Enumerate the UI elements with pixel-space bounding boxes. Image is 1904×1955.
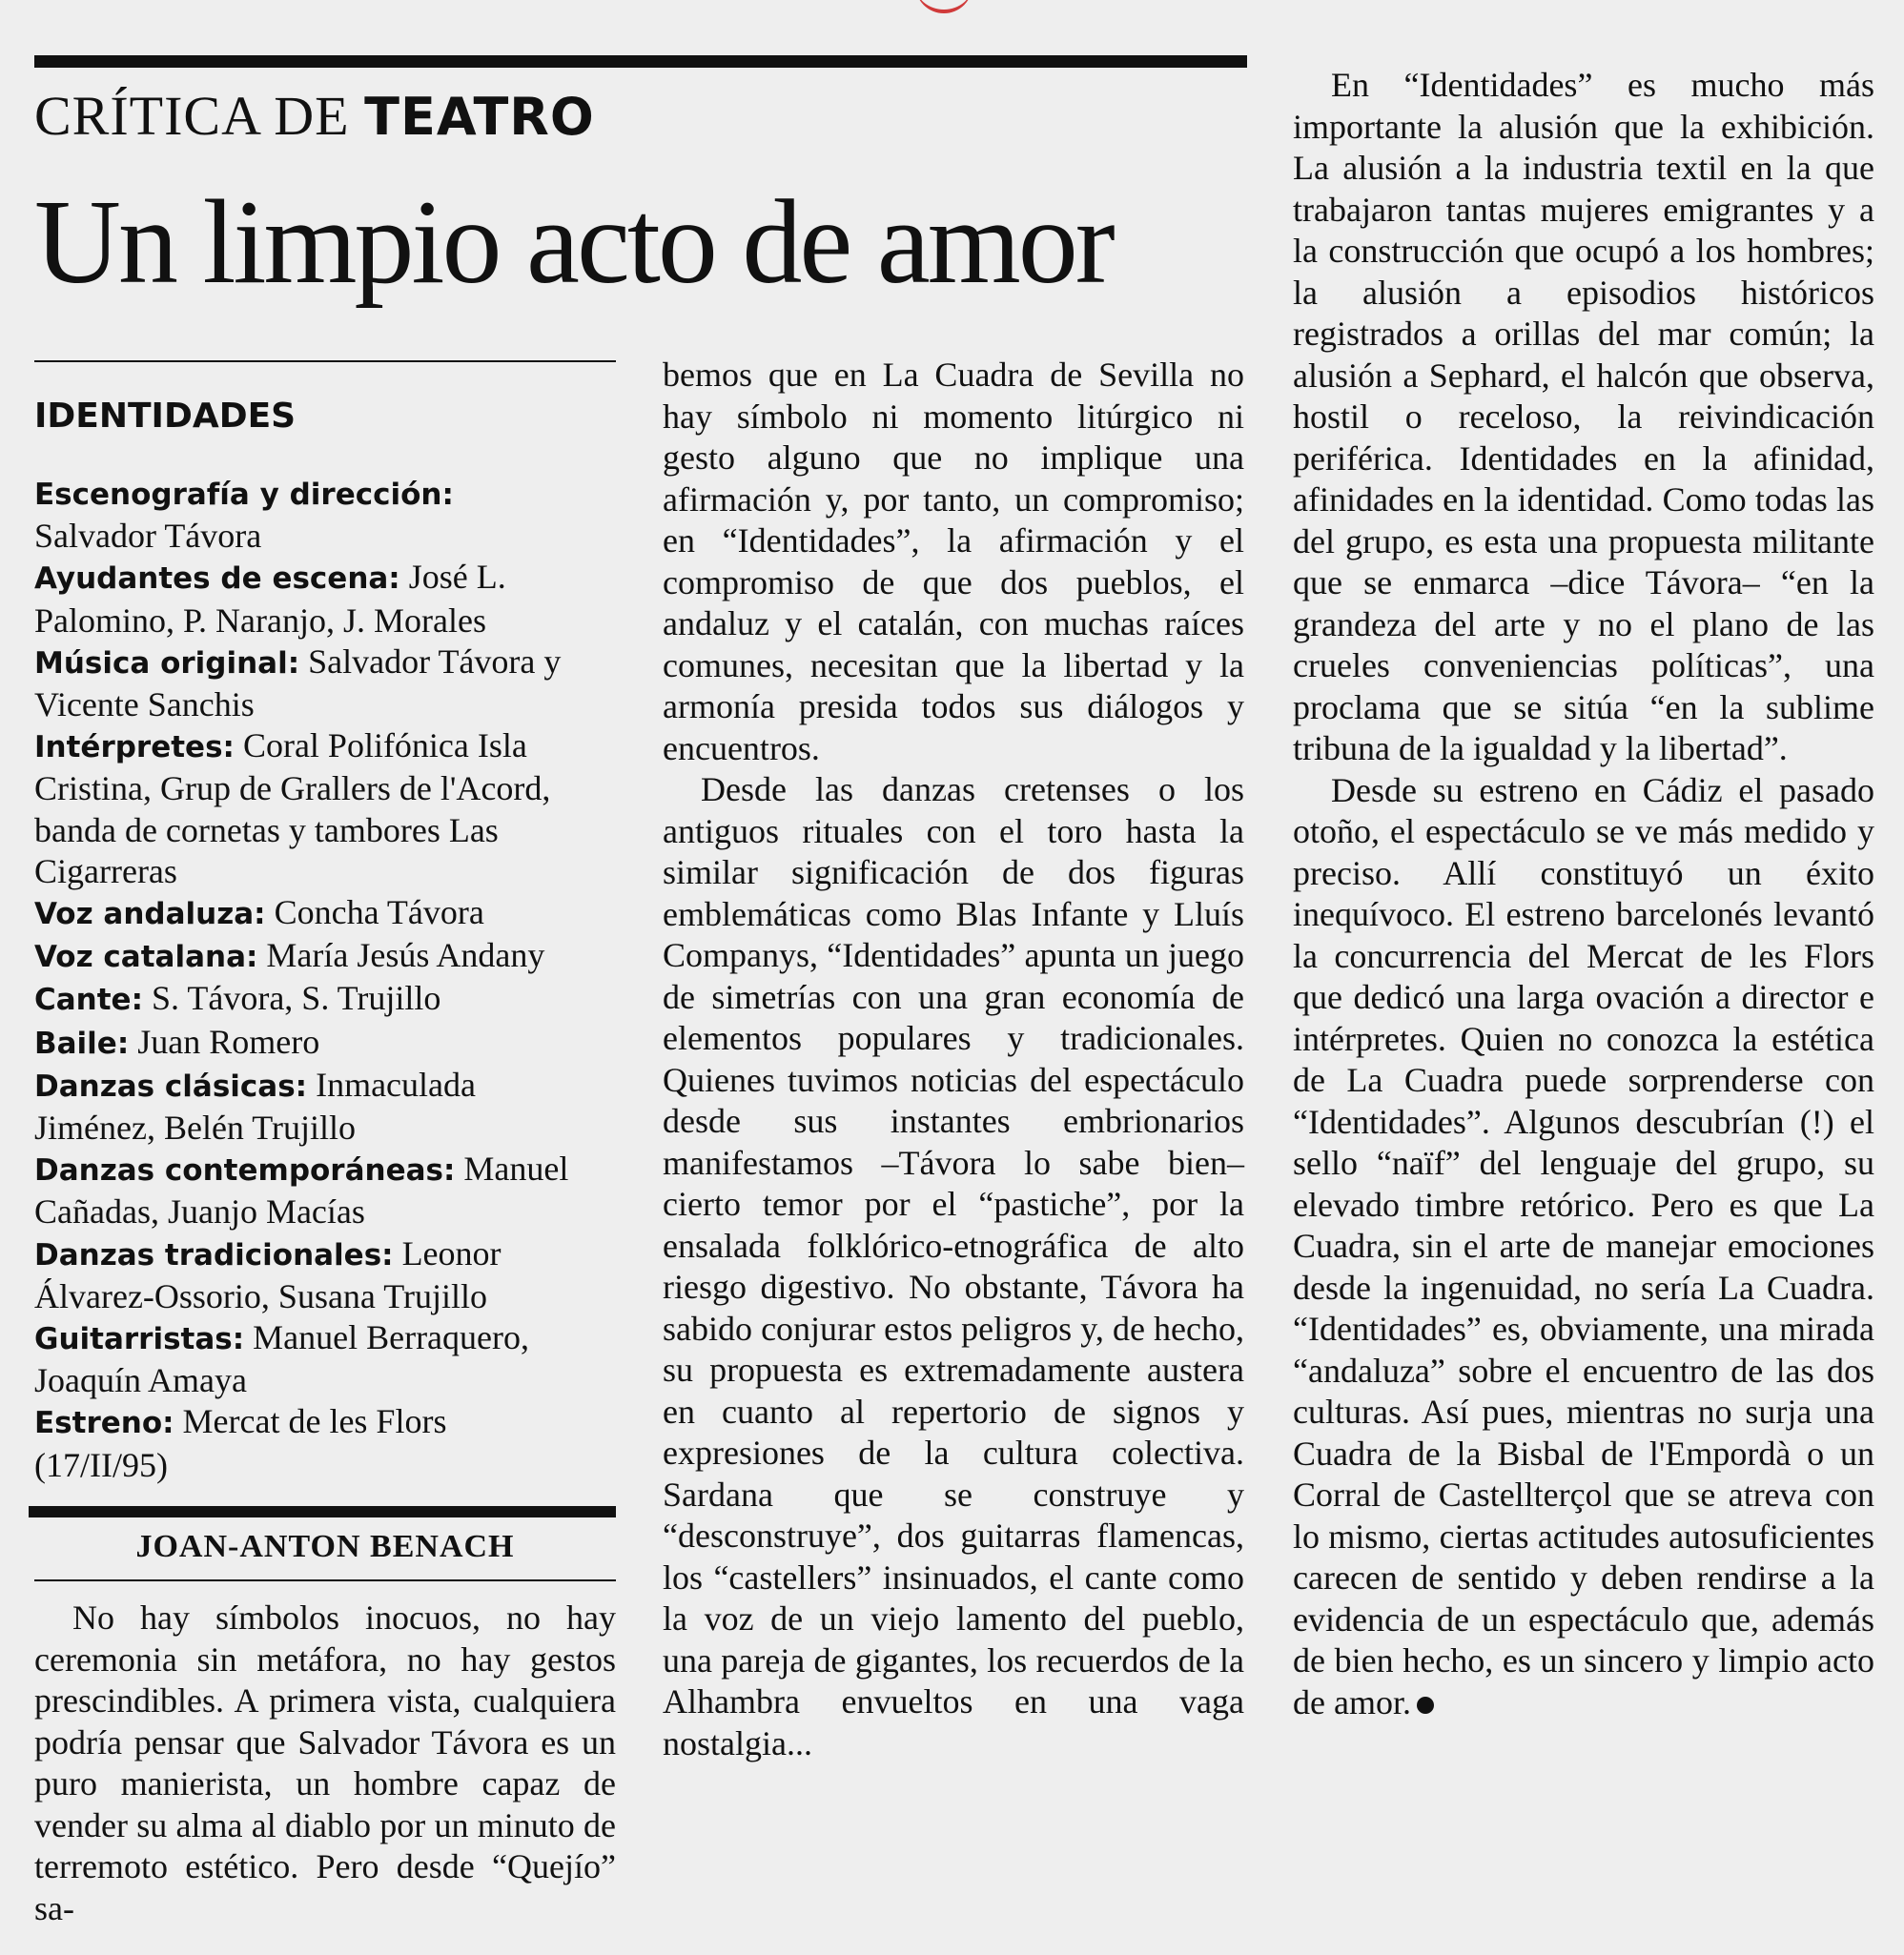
credit-value: Leonor <box>393 1233 502 1273</box>
section-heading <box>34 84 595 148</box>
credit-line <box>34 1360 616 1401</box>
credit-line <box>34 1445 616 1486</box>
credit-label: Danzas contemporáneas: <box>34 1153 456 1189</box>
paragraph: Desde las danzas cretenses o los antiguos rituales con el toro hasta la similar significación de dos figuras emblemáticas como Blas Infante y Lluís Companys, “Identidades” apunta un juego de simetrías con una gran economía de elementos populares y tradicionales. Quienes tuvimos noticias del espectáculo desde sus instantes embrionarios manifestamos –Távora lo sabe bien– cierto temor por el “pastiche”, por la ensalada folklórico-etnográfica de alto riesgo digestivo. No obstante, Távora ha sabido conjurar estos peligros y, de hecho, su propuesta es extremadamente austera en cuanto al repertorio de signos y expresiones de la cultura colectiva. Sardana que se construye y “desconstruye”, dos guitarras flamencas, los “castellers” insinuados, el cante como la voz de un viejo lamento del pueblo, una pareja de gigantes, los recuerdos de la Alhambra envueltos en una vaga nostalgia... <box>663 770 1244 1762</box>
credit-label: Guitarristas: <box>34 1322 245 1357</box>
credit-label: Intérpretes: <box>34 730 235 765</box>
credit-line <box>34 1233 616 1276</box>
credit-value: Vicente Sanchis <box>34 685 255 724</box>
credit-value: Juan Romero <box>129 1022 320 1061</box>
article-column-3 <box>1293 65 1874 1723</box>
play-title: IDENTIDADES <box>34 397 297 436</box>
section-prefix: CRÍTICA DE <box>34 85 350 147</box>
credit-line <box>34 1317 616 1360</box>
credit-value: Salvador Távora <box>34 517 262 556</box>
article-column-2 <box>663 355 1244 1764</box>
paragraph-text: Desde su estreno en Cádiz el pasado otoño, el espectáculo se ve más medido y preciso. Allí constituyó un éxito inequívoco. El estreno barcelonés levantó la concurrencia del Mercat de les Flors que dedicó una larga ovación a director e intérpretes. Quien no conozca la estética de La Cuadra puede sorprenderse con “Identidades”. Algunos descubrían (!) el sello “naïf” del lenguaje del grupo, su elevado timbre retórico. Pero es que La Cuadra, sin el arte de manejar emociones desde la ingenuidad, no sería La Cuadra. “Identidades” es, obviamente, una mirada “andaluza” sobre el encuentro de las dos culturas. Así pues, mientras no surja una Cuadra de la Bisbal de l'Empordà o un Corral de Castellterçol que se atreva con lo mismo, ciertas actitudes autosuficientes carecen de sentido y deben rendirse a la evidencia de un espectáculo que, además de bien hecho, es un sincero y limpio acto de amor. <box>1293 770 1874 1721</box>
credits-top-rule <box>34 360 616 362</box>
credit-line <box>34 725 616 768</box>
credit-line <box>34 1276 616 1317</box>
credit-line <box>34 851 616 892</box>
credit-value: Cigarreras <box>34 851 177 890</box>
credit-line <box>34 473 616 516</box>
credit-line <box>34 1191 616 1232</box>
credit-label: Voz catalana: <box>34 940 258 975</box>
credit-value: Cañadas, Juanjo Macías <box>34 1192 365 1232</box>
credit-label: Escenografía y dirección: <box>34 478 454 512</box>
credit-value: Jiménez, Belén Trujillo <box>34 1109 356 1148</box>
credit-value: Joaquín Amaya <box>34 1361 247 1400</box>
credit-line <box>34 1108 616 1149</box>
credit-label: Baile: <box>34 1026 130 1061</box>
credit-value: Salvador Távora y <box>299 641 562 681</box>
credit-value: Mercat de les Flors <box>174 1402 447 1441</box>
credit-line <box>34 1401 616 1444</box>
credit-line <box>34 601 616 641</box>
credit-line <box>34 1022 616 1065</box>
credit-value: (17/II/95) <box>34 1445 168 1484</box>
credit-value: María Jesús Andany <box>257 936 545 975</box>
credit-value: Manuel <box>455 1150 569 1189</box>
credit-line <box>34 1065 616 1108</box>
credit-line <box>34 768 616 809</box>
section-word: TEATRO <box>364 87 595 147</box>
paragraph: No hay símbolos inocuos, no hay ceremonia sin metáfora, no hay gestos prescindibles. A primera vista, cualquiera podría pensar que Salvador Távora es un puro manierista, un hombre capaz de vender su alma al diablo por un minuto de terremoto estético. Pero desde “Quejío” sa- <box>34 1599 616 1927</box>
credit-label: Cante: <box>34 983 143 1018</box>
credits-box <box>34 473 616 1486</box>
byline-top-rule <box>29 1506 616 1517</box>
byline: JOAN-ANTON BENACH <box>135 1529 515 1564</box>
red-pen-mark <box>915 0 972 13</box>
credit-line <box>34 557 616 600</box>
credit-label: Música original: <box>34 645 300 681</box>
credit-label: Ayudantes de escena: <box>34 561 400 597</box>
credit-value: Coral Polifónica Isla <box>234 726 527 765</box>
paragraph: bemos que en La Cuadra de Sevilla no hay símbolo ni momento litúrgico ni gesto alguno que no implique una afirmación y, por tanto, un compromiso; en “Identidades”, la afirmación y el compromiso de que dos pueblos, el andaluz y el catalán, con muchas raíces comunes, necesitan que la libertad y la armonía presida todos sus diálogos y encuentros. <box>663 356 1244 767</box>
headline: Un limpio acto de amor <box>34 176 1113 309</box>
credit-value: Manuel Berraquero, <box>244 1318 530 1357</box>
credit-line <box>34 935 616 978</box>
byline-bottom-rule <box>34 1579 616 1581</box>
credit-label: Estreno: <box>34 1406 174 1441</box>
top-rule <box>34 55 1247 68</box>
credit-label: Voz andaluza: <box>34 897 266 932</box>
credit-value: Inmaculada <box>307 1065 476 1104</box>
credit-value: Álvarez-Ossorio, Susana Trujillo <box>34 1276 487 1315</box>
credit-value: José L. <box>399 558 506 597</box>
credit-label: Danzas tradicionales: <box>34 1237 394 1273</box>
paragraph: En “Identidades” es mucho más importante la alusión que la exhibición. La alusión a la industria textil en la que trabajaron tantas mujeres emigrantes y a la construcción que ocupó a los hombres; la alusión a episodios históricos registrados a orillas del mar común; la alusión a Sephard, el halcón que observa, hostil o receloso, la reivindicación periférica. Identidades en la afinidad, afinidades en la identidad. Como todas las del grupo, es esta una propuesta militante que se enmarca –dice Távora– “en la grandeza del arte y no el plano de las crueles conveniencias políticas”, una proclama que se sitúa “en la sublime tribuna de la igualdad y la libertad”. <box>1293 66 1874 767</box>
credit-line <box>34 978 616 1021</box>
paragraph <box>1293 770 1874 1724</box>
credit-value: Palomino, P. Naranjo, J. Morales <box>34 601 486 640</box>
credit-label: Danzas clásicas: <box>34 1069 308 1104</box>
credit-value: S. Távora, S. Trujillo <box>142 979 441 1018</box>
credit-line <box>34 641 616 684</box>
credit-line <box>34 516 616 557</box>
credit-line <box>34 684 616 725</box>
credit-value: Cristina, Grup de Grallers de l'Acord, <box>34 769 551 808</box>
credit-value: Concha Távora <box>265 893 484 932</box>
credit-line <box>34 1149 616 1191</box>
end-mark-icon <box>1417 1697 1434 1714</box>
article-column-1 <box>34 1598 616 1929</box>
credit-value: banda de cornetas y tambores Las <box>34 810 499 849</box>
credit-line <box>34 892 616 935</box>
credit-line <box>34 810 616 851</box>
